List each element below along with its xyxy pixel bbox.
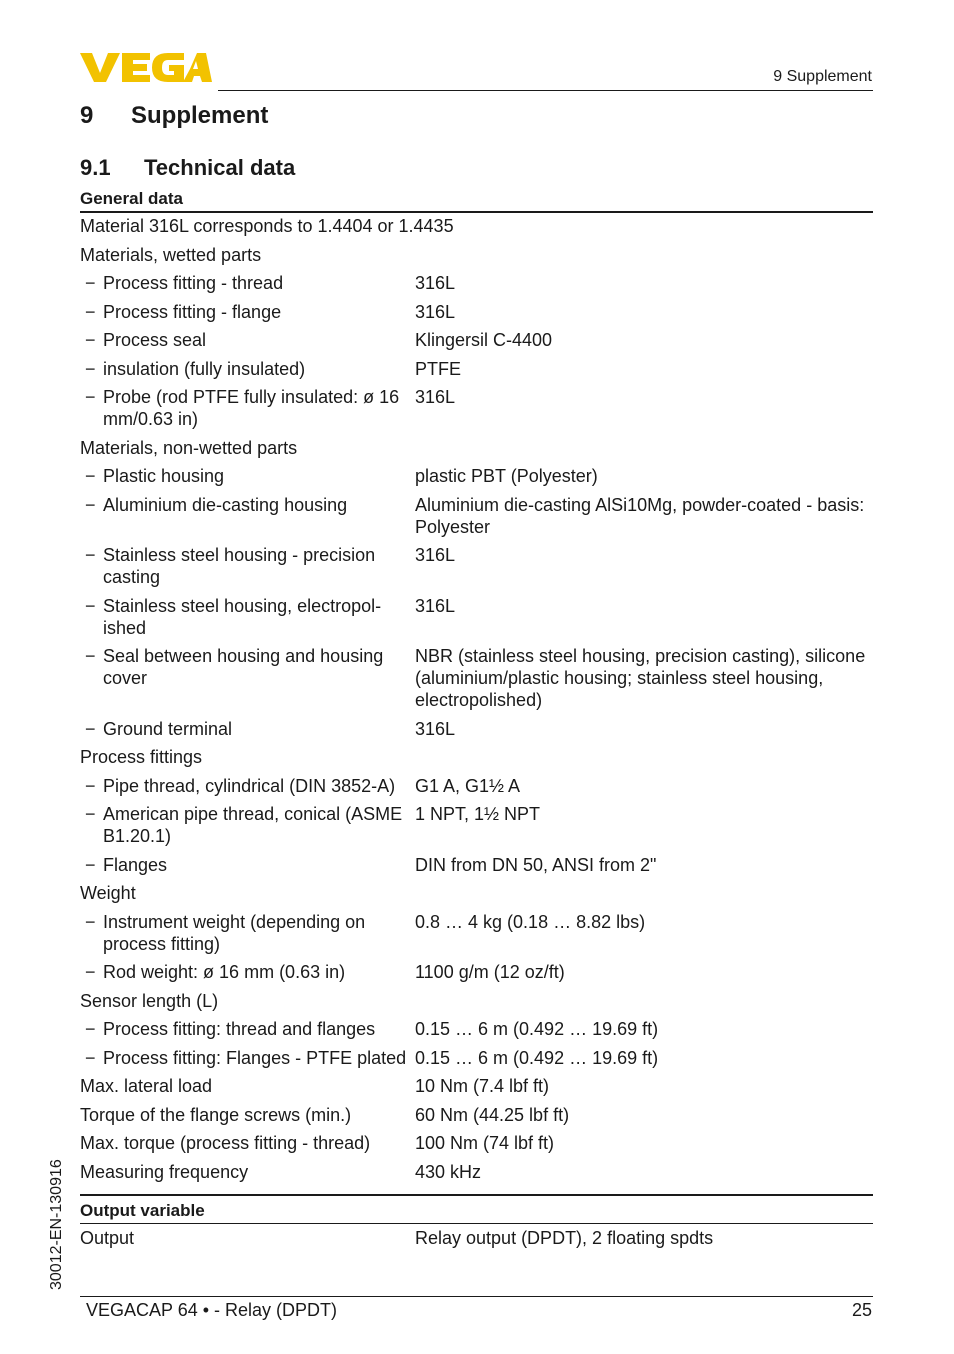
spec-row (80, 961, 873, 983)
spec-label: − Aluminium die-casting housing (80, 494, 415, 516)
spec-row (80, 358, 873, 380)
spec-value: 316L (415, 301, 456, 322)
chapter-heading (80, 102, 268, 130)
spec-label: Weight (80, 883, 136, 903)
running-header: 9 Supplement (773, 68, 872, 85)
spec-label: − Process fitting - flange (80, 301, 415, 323)
general-data-table (80, 215, 873, 1189)
spec-row (80, 1104, 873, 1126)
spec-label: Output (80, 1228, 135, 1248)
spec-row (80, 882, 873, 904)
spec-value: 0.15 … 6 m (0.492 … 19.69 ft) (415, 1019, 659, 1039)
spec-row (80, 1047, 873, 1069)
spec-label: Process fittings (80, 747, 203, 767)
spec-label: − Process fitting: Flanges - PTFE plated (80, 1047, 415, 1069)
header-rule (218, 90, 873, 91)
vega-logo (80, 51, 212, 84)
spec-row (80, 775, 873, 797)
spec-row (80, 803, 873, 847)
spec-row (80, 1132, 873, 1154)
spec-row (80, 746, 873, 768)
spec-row (80, 244, 873, 266)
spec-label: − Stainless steel housing - precision casting (80, 544, 415, 588)
spec-value: Aluminium die-casting AlSi10Mg, powder-coated - basis: Polyester (415, 494, 865, 537)
spec-row (80, 1227, 873, 1249)
spec-value: Klingersil C-4400 (415, 330, 553, 350)
spec-row (80, 990, 873, 1012)
spec-row (80, 718, 873, 740)
spec-row (80, 911, 873, 955)
spec-value: 316L (415, 718, 456, 739)
document-code: 30012-EN-130916 (48, 1159, 65, 1290)
spec-value: 10 Nm (7.4 lbf ft) (415, 1076, 550, 1096)
spec-value: 1 NPT, 1½ NPT (415, 804, 541, 824)
spec-label: − American pipe thread, conical (ASME B1.20.1) (80, 803, 415, 847)
general-data-rule (80, 211, 873, 213)
spec-value: plastic PBT (Polyester) (415, 466, 598, 486)
spec-label: − Instrument weight (depending on process fitting) (80, 911, 415, 955)
spec-value: Relay output (DPDT), 2 floating spdts (415, 1228, 714, 1248)
spec-label: Max. torque (process fitting - thread) (80, 1133, 371, 1153)
spec-label: − Rod weight: ø 16 mm (0.63 in) (80, 961, 415, 983)
output-table (80, 1227, 873, 1256)
footer-product: VEGACAP 64 • - Relay (DPDT) (86, 1300, 338, 1320)
spec-value: 0.15 … 6 m (0.492 … 19.69 ft) (415, 1047, 659, 1068)
spec-row (80, 301, 873, 323)
spec-value: 316L (415, 545, 456, 565)
spec-row (80, 386, 873, 430)
spec-value: 1100 g/m (12 oz/ft) (415, 962, 565, 982)
spec-row (80, 437, 873, 459)
footer-rule (80, 1296, 873, 1297)
section-number: 9.1 (80, 155, 111, 180)
spec-value: 316L (415, 387, 456, 407)
spec-label: − Probe (rod PTFE fully insulated: ø 16 mm/0.63 in) (80, 386, 415, 430)
spec-row (80, 645, 873, 711)
spec-label: Materials, wetted parts (80, 244, 262, 265)
spec-label: − Ground terminal (80, 718, 415, 740)
spec-label: Measuring frequency (80, 1161, 249, 1182)
spec-label: Torque of the flange screws (min.) (80, 1104, 352, 1125)
spec-label: − Plastic housing (80, 465, 415, 487)
spec-value: DIN from DN 50, ANSI from 2" (415, 854, 657, 875)
chapter-number: 9 (80, 102, 94, 129)
spec-value: G1 A, G1½ A (415, 775, 521, 796)
spec-label: − Pipe thread, cylindrical (DIN 3852-A) (80, 775, 415, 797)
spec-row (80, 854, 873, 876)
spec-label: Materials, non-wetted parts (80, 437, 298, 458)
spec-label: Max. lateral load (80, 1076, 213, 1096)
section-heading (80, 155, 295, 181)
spec-row (80, 215, 873, 237)
spec-value: 316L (415, 273, 456, 293)
spec-row (80, 494, 873, 538)
spec-value: NBR (stainless steel housing, precision casting), silicone (aluminium/plastic housing; stainless steel housing, electropolished) (415, 646, 866, 710)
spec-label: − insulation (fully insulated) (80, 358, 415, 380)
page-number: 25 (851, 1300, 872, 1320)
spec-row (80, 272, 873, 294)
spec-row (80, 1075, 873, 1097)
spec-value: 316L (415, 595, 456, 616)
spec-value: PTFE (415, 358, 462, 379)
spec-label: − Seal between housing and housing cover (80, 645, 415, 689)
spec-label: − Process fitting - thread (80, 272, 415, 294)
output-variable-title: Output variable (80, 1201, 205, 1220)
chapter-title: Supplement (131, 102, 269, 129)
spec-row (80, 1018, 873, 1040)
spec-label: − Stainless steel housing, electropol-ished (80, 595, 415, 639)
output-top-rule (80, 1194, 873, 1196)
spec-value: 60 Nm (44.25 lbf ft) (415, 1104, 570, 1125)
section-title: Technical data (144, 155, 296, 180)
spec-label: − Flanges (80, 854, 415, 876)
spec-label: Sensor length (L) (80, 990, 219, 1011)
spec-row (80, 1161, 873, 1183)
spec-row (80, 595, 873, 639)
spec-value: 0.8 … 4 kg (0.18 … 8.82 lbs) (415, 911, 646, 932)
spec-row (80, 544, 873, 588)
spec-label: Material 316L corresponds to 1.4404 or 1.4435 (80, 216, 454, 236)
spec-value: 100 Nm (74 lbf ft) (415, 1133, 555, 1153)
spec-label: − Process fitting: thread and flanges (80, 1018, 415, 1040)
spec-value: 430 kHz (415, 1161, 482, 1182)
spec-row (80, 465, 873, 487)
spec-row (80, 329, 873, 351)
output-rule (80, 1223, 873, 1224)
spec-label: − Process seal (80, 329, 415, 351)
general-data-title: General data (80, 189, 183, 208)
